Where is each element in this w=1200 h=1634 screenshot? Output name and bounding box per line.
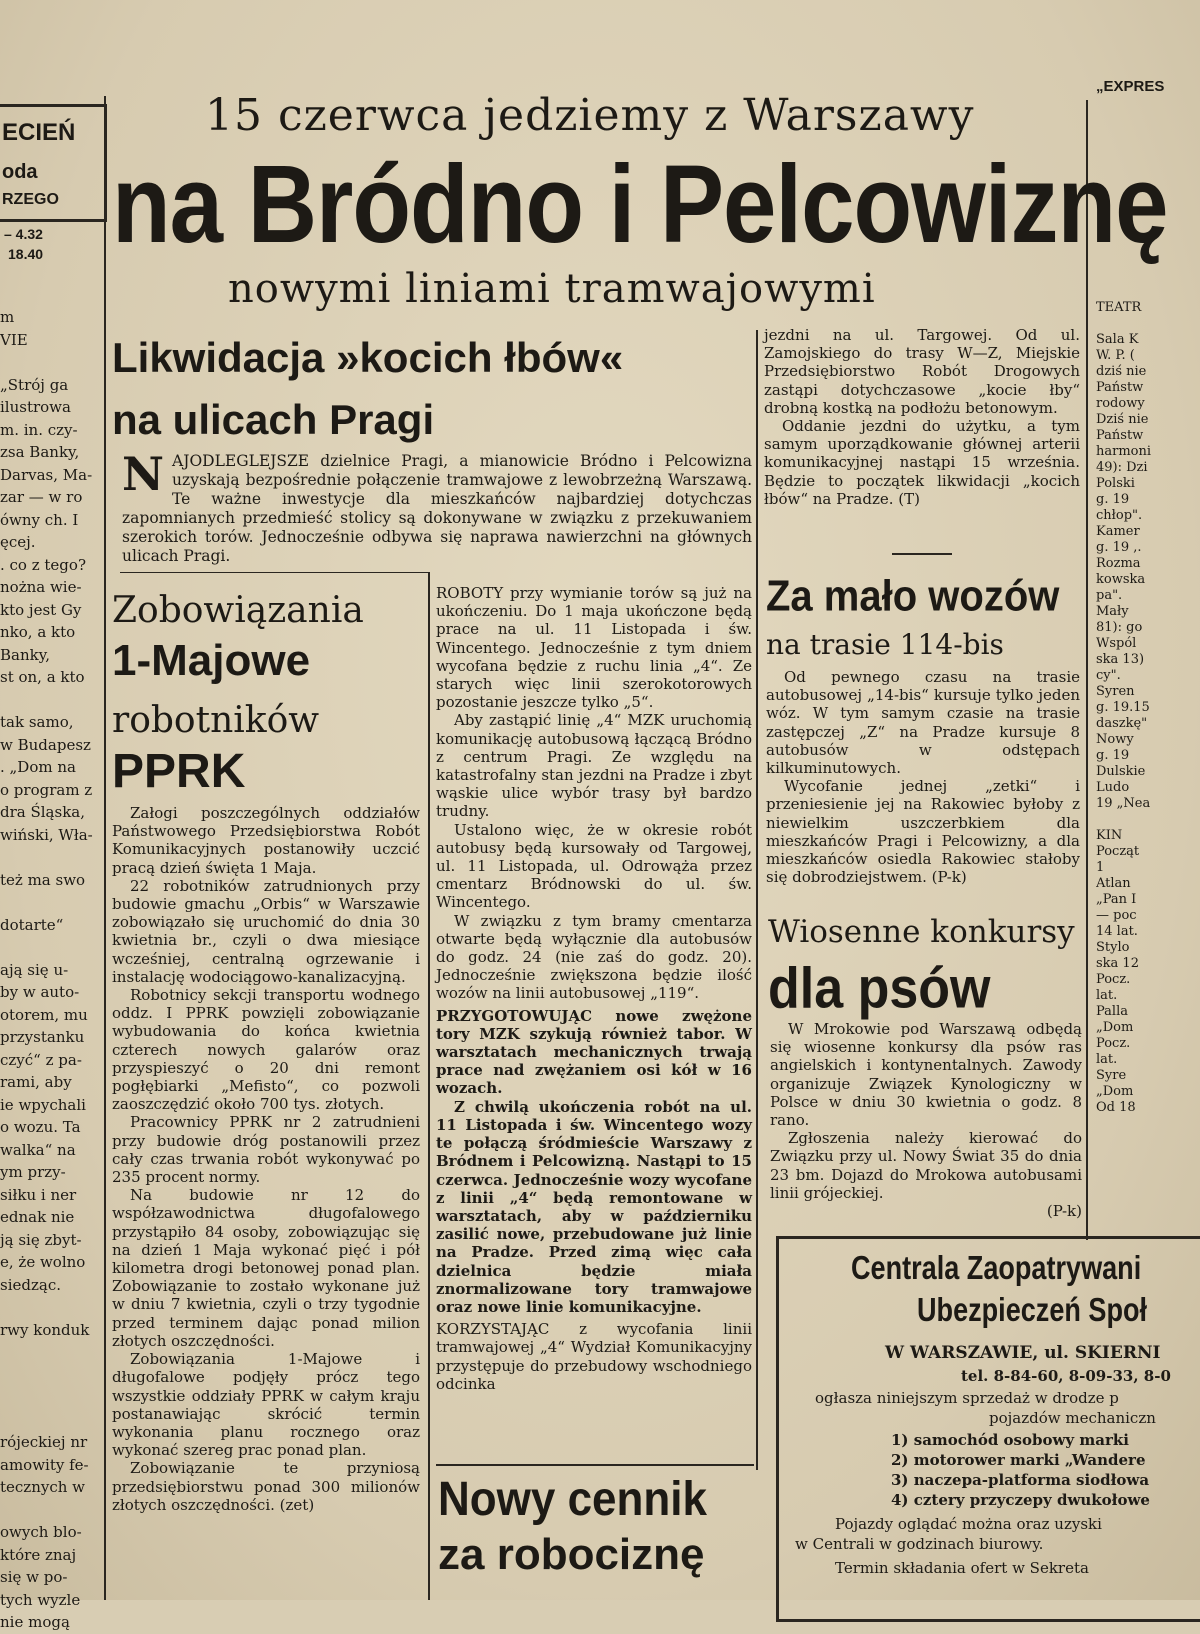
strip-line: też ma swo	[0, 870, 86, 889]
strip-line: 14 lat.	[1096, 924, 1138, 939]
lead-dropcap: N	[122, 447, 165, 501]
strip-line: lat.	[1096, 1052, 1118, 1067]
ad-title-2: Ubezpieczeń Społ	[917, 1291, 1148, 1328]
strip-line: o program z	[0, 780, 93, 799]
column-rule-2	[428, 572, 430, 1600]
strip-line	[0, 1296, 104, 1319]
ad-address: W WARSZAWIE, ul. SKIERNI	[885, 1343, 1161, 1363]
strip-line: g. 19	[1096, 492, 1130, 507]
strip-line: dziś nie	[1096, 364, 1147, 379]
likwidacja-subtitle: na ulicach Pragi	[112, 396, 435, 443]
strip-line: „Dom	[1096, 1084, 1134, 1099]
strip-line: walka“ na	[0, 1140, 76, 1159]
strip-line: ęcej.	[0, 533, 36, 551]
strip-line: Państw	[1096, 428, 1144, 443]
masthead-right: „EXPRES	[1096, 78, 1165, 95]
zob-title-2: 1-Majowe	[112, 636, 311, 685]
strip-line: 81): go	[1096, 620, 1143, 635]
likwidacja-lead	[122, 447, 752, 566]
strip-line	[0, 936, 104, 959]
zamalo-title: Za mało wozów	[766, 572, 1060, 621]
strip-line	[0, 1341, 104, 1364]
subhead: nowymi liniami tramwajowymi	[228, 266, 876, 312]
paragraph: Oddanie jezdni do użytku, a tym samym uporządkowanie głównej arterii komunikacyjnej nastąpi 15 września. Będzie to początek likwidacji „kocich łbów“ na Pradze. (T)	[764, 417, 1080, 508]
rule-zob	[120, 572, 430, 573]
paragraph: Wycofanie jednej „zetki“ i przeniesienie jej na Rakowiec byłoby z niewielkim uszczerbkiem dla mieszkańców Pragi i Pelcowizny, a dla mieszkańców osiedla Rakowiec stałoby się dobrodziejstwem. (P-k)	[766, 777, 1080, 887]
strip-line	[0, 891, 104, 914]
strip-line: kto jest Gy	[0, 600, 82, 619]
right-column-strip	[1096, 300, 1200, 1116]
strip-line: o wozu. Ta	[0, 1118, 81, 1136]
zob-title-4: PPRK	[112, 745, 246, 798]
strip-line: harmoni	[1096, 444, 1152, 459]
strip-line: by w auto-	[0, 983, 80, 1001]
strip-line: nko, a kto	[0, 623, 76, 641]
strip-line: Darvas, Ma-	[0, 465, 93, 484]
strip-line	[0, 846, 104, 869]
strip-line: siedząc.	[0, 1275, 61, 1294]
paragraph: Załogi poszczególnych oddziałów Państwowego Przedsiębiorstwa Robót Komunikacyjnych postanowiły uczcić pracą dzień święta 1 Maja.	[112, 804, 420, 877]
ad-text-1: ogłasza niniejszym sprzedaż w drodze p	[815, 1389, 1119, 1407]
strip-line: g. 19.15	[1096, 700, 1150, 715]
paragraph: W związku z tym bramy cmentarza otwarte będą wyłącznie dla autobusów do godz. 24 (nie zaś do godz. 20). Jednocześnie zwiększona będzie ilość wozów na linii autobusowej „119“.	[436, 911, 752, 1003]
strip-line: otorem, mu	[0, 1005, 88, 1024]
strip-line: ie wpychali	[0, 1095, 86, 1114]
strip-line: amowity fe-	[0, 1455, 89, 1474]
konkursy-title: Wiosenne konkursy	[768, 914, 1075, 950]
strip-line: Banky,	[0, 645, 50, 664]
strip-line: nie mogą	[0, 1613, 70, 1631]
strip-line: Wspól	[1096, 636, 1137, 651]
strip-line: Kamer	[1096, 524, 1140, 539]
strip-line: w Budapesz	[0, 735, 91, 754]
strip-line: owych blo-	[0, 1523, 82, 1541]
likwidacja-column-2	[436, 584, 752, 1393]
strip-line: Syre	[1096, 1068, 1127, 1083]
strip-line: daszkę"	[1096, 716, 1148, 731]
ad-phone: tel. 8-84-60, 8-09-33, 8-0	[961, 1367, 1171, 1385]
strip-line: Pocz.	[1096, 972, 1131, 987]
ad-text-5: Termin składania ofert w Sekreta	[835, 1559, 1089, 1577]
strip-line	[0, 1409, 104, 1432]
zob-title-3: robotników	[112, 700, 320, 741]
signature: (P-k)	[1046, 1202, 1082, 1221]
rule-cennik	[436, 1464, 754, 1466]
strip-line: g. 19 ,.	[1096, 540, 1142, 555]
cennik-subtitle: za robociznę	[438, 1530, 705, 1579]
column-rule-right	[1086, 100, 1088, 1240]
strip-line: Syren	[1096, 684, 1135, 699]
likwidacja-column-3	[764, 326, 1080, 508]
paragraph: Zobowiązania 1-Majowe i długofalowe podjęły prócz tego wszystkie oddziały PPRK w całym kraju postanawiając skrócić termin wykonania planu rocznego oraz wykonać szereg prac ponad plan.	[112, 1350, 420, 1460]
strip-line: chłop".	[1096, 508, 1143, 523]
konkursy-body	[770, 1020, 1082, 1220]
paragraph: Aby zastąpić linię „4“ MZK uruchomią komunikację autobusową łączącą Bródno z centrum Pragi. Ze względu na katastrofalny stan jezdni na Pradze i zbyt wąskie ulice wybór trasy był bardzo trudny.	[436, 711, 752, 821]
strip-line: Ludo	[1096, 780, 1130, 795]
strip-line: g. 19	[1096, 748, 1130, 763]
strip-line: się w po-	[0, 1568, 68, 1586]
kicker: 15 czerwca jedziemy z Warszawy	[205, 90, 975, 141]
strip-line: cy".	[1096, 668, 1121, 683]
paragraph: PRZYGOTOWUJĄC nowe zwężone tory MZK szykują również tabor. W warsztatach mechanicznych trwają prace nad zwężaniem osi kół w 16 wozach.	[436, 1006, 752, 1098]
strip-line: 19 „Nea	[1096, 796, 1151, 811]
strip-line: Dulskie	[1096, 764, 1146, 779]
strip-line: rwy konduk	[0, 1320, 90, 1339]
strip-line	[0, 1499, 104, 1522]
strip-line: ją się zbyt-	[0, 1230, 82, 1249]
strip-line: „Pan I	[1096, 892, 1137, 907]
advertisement-box	[776, 1236, 1200, 1622]
left-column-strip	[0, 306, 104, 1634]
strip-line	[1096, 812, 1200, 828]
zobowiazania-body	[112, 804, 420, 1514]
strip-line: wiński, Wła-	[0, 825, 93, 844]
strip-line: rodowy	[1096, 396, 1145, 411]
strip-line: „Dom	[1096, 1020, 1134, 1035]
strip-line: tak samo,	[0, 713, 74, 731]
strip-line: Od 18	[1096, 1100, 1136, 1115]
sunset-time: 18.40	[8, 246, 44, 262]
strip-line	[0, 351, 104, 374]
strip-line: m	[0, 308, 15, 326]
strip-line: st on, a kto	[0, 668, 85, 686]
strip-line: lat.	[1096, 988, 1118, 1003]
strip-line: tecznych w	[0, 1478, 86, 1496]
ad-item: 3) naczepa-platforma siodłowa	[891, 1471, 1150, 1489]
strip-line: ska 13)	[1096, 652, 1145, 667]
strip-line: 49): Dzi	[1096, 460, 1148, 475]
strip-line: Sala K	[1096, 332, 1139, 347]
strip-line: siłku i ner	[0, 1185, 77, 1204]
paragraph: jezdni na ul. Targowej. Od ul. Zamojskiego do trasy W—Z, Miejskie Przedsiębiorstwo Robót Drogowych zastąpi dotychczasowe „kocie łby“ drobną kostką na podłożu betonowym.	[764, 326, 1080, 417]
strip-line: Począt	[1096, 844, 1140, 859]
strip-line: nożna wie-	[0, 578, 82, 596]
strip-line: Państw	[1096, 380, 1144, 395]
paragraph: Zgłoszenia należy kierować do Związku przy ul. Nowy Świat 35 do dnia 23 bm. Dojazd do Mrokowa autobusami linii grójeckiej.	[770, 1129, 1082, 1202]
ad-item: 4) cztery przyczepy dwukołowe	[891, 1491, 1150, 1509]
cennik-title: Nowy cennik	[438, 1472, 707, 1526]
strip-line: VIE	[0, 330, 28, 349]
strip-line: które znaj	[0, 1545, 77, 1564]
strip-line: Nowy	[1096, 732, 1134, 747]
strip-line: Atlan	[1096, 876, 1131, 891]
paragraph: Od pewnego czasu na trasie autobusowej „14-bis“ kursuje tylko jeden wóz. W tym samym czasie na trasie zastępczej „Z“ na Pradze kursuje 8 autobusów w odstępach kilkuminutowych.	[766, 668, 1080, 778]
rule-short	[892, 553, 952, 555]
strip-line: ają się u-	[0, 960, 69, 979]
strip-line: dotarte“	[0, 915, 64, 934]
strip-line: Rozma	[1096, 556, 1141, 571]
strip-line: Dziś nie	[1096, 412, 1149, 427]
strip-line: Polski	[1096, 476, 1135, 491]
strip-line: rójeckiej nr	[0, 1433, 88, 1451]
strip-line: ym przy-	[0, 1163, 66, 1181]
strip-line: ednak nie	[0, 1208, 75, 1226]
likwidacja-title: Likwidacja »kocich łbów«	[112, 334, 624, 381]
ad-text-4: w Centrali w godzinach biurowy.	[795, 1535, 1044, 1553]
strip-line: „Strój ga	[0, 375, 69, 394]
ad-item: 1) samochód osobowy marki	[891, 1431, 1129, 1449]
date-box: ECIEŃ oda RZEGO	[0, 104, 107, 222]
strip-line: Palla	[1096, 1004, 1128, 1019]
strip-line: ilustrowa	[0, 398, 71, 416]
sunrise-time: – 4.32	[4, 226, 43, 242]
strip-line: KIN	[1096, 828, 1123, 843]
paragraph: ROBOTY przy wymianie torów są już na ukończeniu. Do 1 maja ukończone będą prace na ul. 11 Listopada i św. Wincentego. Jednocześnie z tym dniem wycofana będzie z ruchu linia „4“. Ze starych więc linii szerokotorowych pozostanie jeszcze tylko „5“.	[436, 584, 752, 712]
strip-line: . „Dom na	[0, 758, 76, 776]
strip-line	[1096, 316, 1200, 332]
strip-line	[0, 689, 104, 712]
strip-line: tych wyzle	[0, 1590, 81, 1609]
strip-line: 1	[1096, 860, 1105, 875]
strip-line: Pocz.	[1096, 1036, 1131, 1051]
paragraph: Zobowiązanie te przyniosą przedsiębiorstwu ponad 300 milionów złotych oszczędności. (zet)	[112, 1459, 420, 1514]
paragraph: Ustalono więc, że w okresie robót autobusy będą kursowały od Targowej, ul. 11 Listopada, ul. Odrowąża przez cmentarz Bródnowski do ul. św. Wincentego.	[436, 820, 752, 912]
strip-line: Mały	[1096, 604, 1129, 619]
ad-item: 2) motorower marki „Wandere	[891, 1451, 1146, 1469]
strip-line: czyć“ z pa-	[0, 1050, 82, 1069]
strip-line: rami, aby	[0, 1073, 72, 1091]
strip-line: zar — w ro	[0, 488, 83, 506]
paragraph: 22 robotników zatrudnionych przy budowie gmachu „Orbis“ w Warszawie zobowiązało się uruchomić do dnia 30 kwietnia br., czyli o dwa miesiące wcześniej, centralną ogrzewanie i instalację wodociągowo-kanalizacyjną.	[112, 876, 420, 986]
konkursy-subtitle: dla psów	[768, 957, 991, 1021]
strip-line	[0, 1386, 104, 1409]
headline: na Bródno i Pelcowiznę	[112, 143, 1168, 267]
strip-line: przystanku	[0, 1028, 85, 1046]
strip-line: m. in. czy-	[0, 420, 78, 439]
strip-line: Stylo	[1096, 940, 1130, 955]
paragraph: Z chwilą ukończenia robót na ul. 11 Listopada i św. Wincentego wozy te połączą śródmieście Warszawy z Bródnem i Pelcowizną. Nastąpi to 15 czerwca. Jednocześnie wozy wycofane z linii „4“ będą remontowane w warsztatach, aby w październiku zasilić nowe, przebudowane już linie na Pradze. Przed zimą więc cała dzielnica będzie miała znormalizowane tory tramwajowe oraz nowe linie komunikacyjne.	[436, 1097, 752, 1316]
column-rule-left	[104, 96, 106, 1600]
paragraph: Robotnicy sekcji transportu wodnego oddz. I PPRK powzięli zobowiązanie wybudowania do końca kwietnia czterech nowych galarów oraz przyspieszyć o 20 dni remont pogłębiarki „Mefisto“, co pozwoli zaoszczędzić około 700 tys. złotych.	[112, 986, 420, 1114]
strip-line: ska 12	[1096, 956, 1139, 971]
paragraph: KORZYSTAJĄC z wycofania linii tramwajowej „4“ Wydział Komunikacyjny przystępuje do przebudowy wschodniego odcinka	[436, 1320, 752, 1393]
paragraph: W Mrokowie pod Warszawą odbędą się wiosenne konkursy dla psów ras angielskich i kontynentalnych. Zawody organizuje Związek Kynologiczny w Polsce w dniu 30 kwietnia o godz. 8 rano.	[770, 1020, 1082, 1130]
column-rule-3	[756, 330, 758, 1470]
strip-line: dra Śląska,	[0, 803, 85, 821]
zamalo-body	[766, 668, 1080, 886]
ad-text-2: pojazdów mechaniczn	[989, 1409, 1156, 1427]
ad-title-1: Centrala Zaopatrywani	[851, 1249, 1142, 1286]
zob-title-1: Zobowiązania	[112, 590, 364, 631]
zamalo-subtitle: na trasie 114-bis	[766, 628, 1004, 661]
strip-line: ówny ch. I	[0, 510, 79, 529]
ad-text-3: Pojazdy oglądać można oraz uzyski	[835, 1515, 1102, 1533]
strip-line: W. P. (	[1096, 348, 1135, 363]
strip-line: TEATR	[1096, 300, 1142, 315]
strip-line	[0, 1364, 104, 1387]
strip-line: pa".	[1096, 588, 1123, 603]
strip-line: . co z tego?	[0, 555, 86, 574]
strip-line: zsa Banky,	[0, 443, 80, 461]
lead-text: AJODLEGLEJSZE dzielnice Pragi, a mianowicie Bródno i Pelcowizna uzyskają bezpośrednie połączenie tramwajowe z lewobrzeżną Warszawą. Te ważne inwestycje dla mieszkańców najbardziej dotychczas zapomnianych przedmieść stolicy są dokonywane w związku z przekuwaniem szerokich torów. Jednocześnie odbywa się naprawa nawierzchni na głównych ulicach Pragi.	[122, 452, 752, 565]
strip-line: e, że wolno	[0, 1253, 86, 1271]
strip-line: kowska	[1096, 572, 1146, 587]
paragraph: Pracownicy PPRK nr 2 zatrudnieni przy budowie dróg postanowili przez cały czas trwania robót wykonywać po 235 procent normy.	[112, 1113, 420, 1187]
strip-line: — poc	[1096, 908, 1137, 923]
paragraph: Na budowie nr 12 do współzawodnictwa długofalowego przystąpiło 84 osoby, zobowiązując się na dzień 1 Maja wykonać pięć i pół kilometra drogi betonowej ponad plan. Zobowiązanie to zostało wykonane już w dniu 7 kwietnia, czyli o trzy tygodnie przed terminem dając ponad milion złotych oszczędności.	[112, 1186, 420, 1350]
